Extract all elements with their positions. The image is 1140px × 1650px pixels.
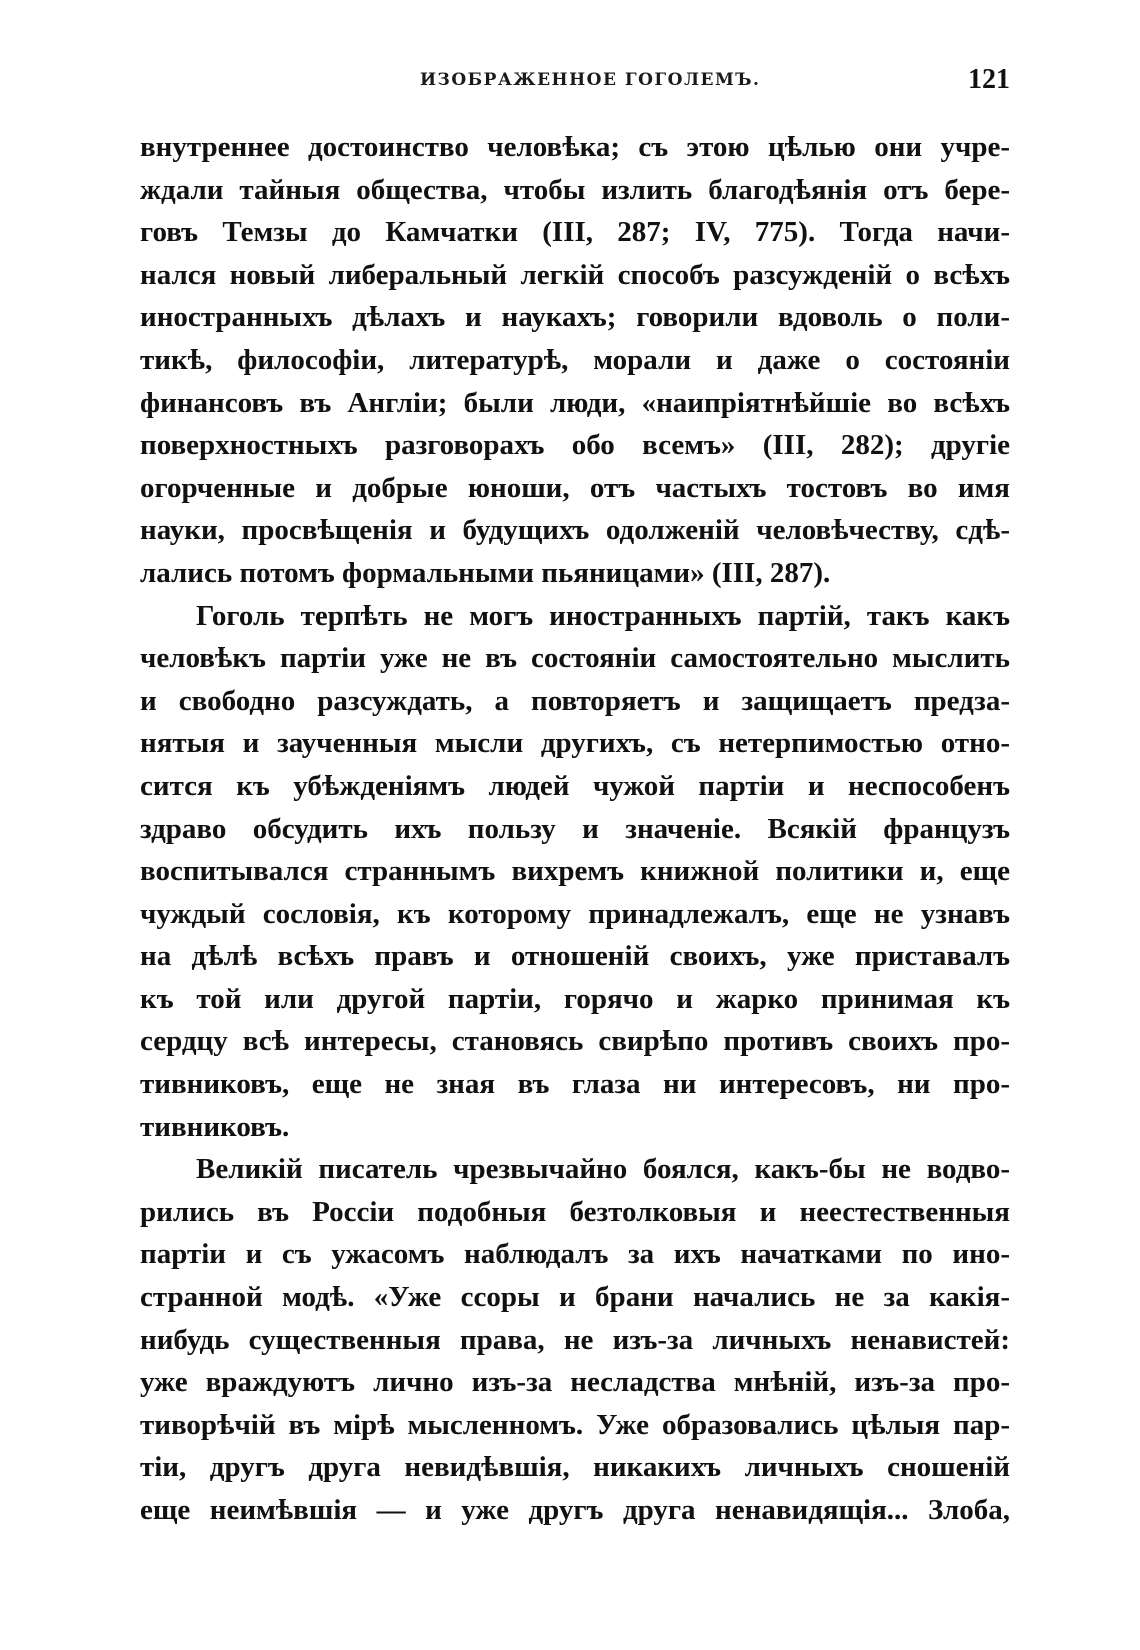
text-line: воспитывался страннымъ вихремъ книжной политики и, еще (140, 855, 1010, 888)
text-line: нибудь существенныя права, не изъ-за личныхъ ненавистей: (140, 1323, 1010, 1356)
text-line: тивниковъ. (140, 1110, 290, 1143)
paragraph-start-line: Гоголь терпѣть не могъ иностранныхъ партій, такъ какъ (196, 599, 1010, 632)
text-line: иностранныхъ дѣлахъ и наукахъ; говорили вдоволь о поли- (140, 301, 1010, 334)
text-line: тиворѣчій въ мірѣ мысленномъ. Уже образовались цѣлыя пар- (140, 1408, 1010, 1441)
text-line: нятыя и заученныя мысли другихъ, съ нетерпимостью отно- (140, 727, 1010, 760)
text-line: рились въ Россіи подобныя безтолковыя и неестественныя (140, 1195, 1010, 1228)
text-line: и свободно разсуждать, а повторяетъ и защищаетъ предза- (140, 684, 1010, 717)
text-line: еще неимѣвшія — и уже другъ друга ненавидящія... Злоба, (140, 1494, 1010, 1526)
text-line: человѣкъ партіи уже не въ состояніи самостоятельно мыслить (140, 642, 1010, 675)
text-line: говъ Темзы до Камчатки (III, 287; IV, 775). Тогда начи- (140, 216, 1010, 249)
text-line: чуждый сословія, къ которому принадлежалъ, еще не узнавъ (140, 897, 1010, 930)
text-line: науки, просвѣщенія и будущихъ одолженій человѣчеству, сдѣ- (140, 514, 1010, 547)
text-line: финансовъ въ Англіи; были люди, «наипріятнѣйшіе во всѣхъ (140, 386, 1010, 419)
body-text (140, 126, 1010, 1532)
text-line: поверхностныхъ разговорахъ обо всемъ» (III, 282); другіе (140, 429, 1010, 462)
text-line: партіи и съ ужасомъ наблюдалъ за ихъ начатками по ино- (140, 1238, 1010, 1271)
text-line: нался новый либеральный легкій способъ разсужденій о всѣхъ (140, 258, 1010, 291)
page-number: 121 (968, 64, 1010, 95)
text-line: сится къ убѣжденіямъ людей чужой партіи и неспособенъ (140, 769, 1010, 802)
text-line: внутреннее достоинство человѣка; съ этою цѣлью они учре- (140, 131, 1010, 163)
running-header (140, 64, 1010, 104)
text-line: на дѣлѣ всѣхъ правъ и отношеній своихъ, уже приставалъ (140, 940, 1010, 973)
text-line: ждали тайныя общества, чтобы излить благодѣянія отъ бере- (140, 173, 1010, 206)
text-line: здраво обсудить ихъ пользу и значеніе. Всякій французъ (140, 812, 1010, 845)
text-line: къ той или другой партіи, горячо и жарко принимая къ (140, 982, 1010, 1015)
running-title: ИЗОБРАЖЕННОЕ ГОГОЛЕМЪ. (420, 70, 761, 90)
text-line: тіи, другъ друга невидѣвшія, никакихъ личныхъ сношеній (140, 1451, 1010, 1484)
text-line: лались потомъ формальными пьяницами» (III, 287). (140, 556, 831, 589)
text-line: странной модѣ. «Уже ссоры и брани начались не за какія- (140, 1281, 1010, 1314)
text-line: уже враждуютъ лично изъ-за несладства мнѣній, изъ-за про- (140, 1366, 1010, 1399)
text-line: огорченные и добрые юноши, отъ частыхъ тостовъ во имя (140, 471, 1010, 504)
text-line: тивниковъ, еще не зная въ глаза ни интересовъ, ни про- (140, 1068, 1010, 1101)
text-line: тикѣ, философіи, литературѣ, морали и даже о состояніи (140, 343, 1010, 376)
text-line: сердцу всѣ интересы, становясь свирѣпо противъ своихъ про- (140, 1025, 1010, 1058)
paragraph-start-line: Великій писатель чрезвычайно боялся, какъ-бы не водво- (196, 1153, 1010, 1186)
